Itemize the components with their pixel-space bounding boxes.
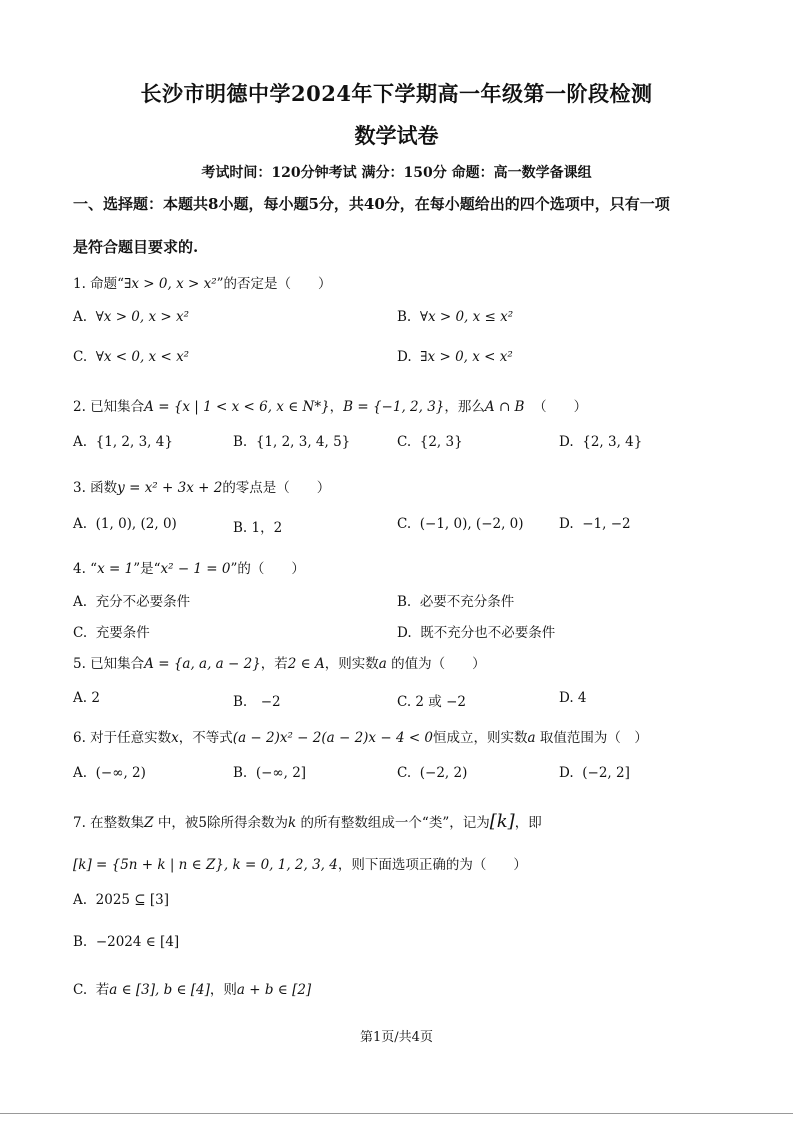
- q4-option-b[interactable]: [397, 590, 514, 610]
- q5-math-a: A = {a, a, a − 2}: [144, 656, 261, 672]
- q7-mid1: 中，被5除所得余数为: [157, 815, 288, 831]
- q7-mid2: 的所有整数组成一个“类”，记为: [300, 815, 490, 831]
- q2-option-c-text: {2, 3}: [419, 434, 463, 450]
- q3-option-c-text: (−1, 0), (−2, 0): [419, 516, 524, 532]
- q3-option-a-label: A.: [73, 516, 88, 532]
- q7-option-b[interactable]: [73, 934, 179, 950]
- page-subtitle: 数学试卷: [354, 123, 439, 148]
- q3-option-d[interactable]: [559, 516, 631, 532]
- q1-suffix: ”的否定是（ ）: [216, 276, 332, 292]
- q7-option-a-label: A.: [73, 892, 88, 908]
- q4-option-b-label: B.: [397, 594, 412, 610]
- q2-suffix: （ ）: [533, 399, 588, 415]
- q5-option-b[interactable]: B. −2: [233, 694, 281, 710]
- q7-option-a[interactable]: [73, 892, 169, 908]
- q2-option-a[interactable]: [73, 434, 173, 450]
- q6-suffix: 取值范围为（ ）: [539, 730, 648, 746]
- q6-option-c[interactable]: [397, 765, 467, 781]
- q4-option-c-label: C.: [73, 625, 88, 641]
- question-2-stem: [73, 395, 587, 415]
- q5-mid1: ，若: [260, 656, 288, 672]
- q6-option-d-label: D.: [559, 765, 574, 781]
- q2-option-a-text: {1, 2, 3, 4}: [95, 434, 173, 450]
- q5-option-c[interactable]: C. 2 或 −2: [397, 694, 467, 710]
- q4-mid: ”是“: [133, 561, 161, 577]
- q7-option-c-math2: a + b ∈ [2]: [236, 982, 312, 998]
- q2-option-a-label: A.: [73, 434, 88, 450]
- q3-math: y = x² + 3x + 2: [117, 480, 223, 496]
- q7-math-class: [k]: [489, 811, 515, 832]
- q6-option-b-label: B.: [233, 765, 248, 781]
- q4-option-a-text: 充分不必要条件: [95, 594, 191, 610]
- q4-math-a: x = 1: [97, 561, 134, 577]
- q7-option-c-mid: ，则: [209, 982, 237, 998]
- q3-option-a-text: (1, 0), (2, 0): [95, 516, 177, 532]
- question-4-stem: [73, 557, 305, 577]
- q3-option-c-label: C.: [397, 516, 412, 532]
- section-heading-line2: 是符合题目要求的.: [73, 238, 199, 256]
- q7-prefix: 7. 在整数集: [73, 815, 145, 831]
- q1-option-c-text: ∀x < 0, x < x²: [95, 349, 190, 365]
- question-7-stem: [73, 811, 542, 832]
- q1-option-b-text: ∀x > 0, x ≤ x²: [419, 309, 514, 325]
- q4-option-d-text: 既不充分也不必要条件: [420, 625, 556, 641]
- q1-option-a-label: A.: [73, 309, 88, 325]
- section-heading-line1: 一、选择题：本题共8小题，每小题5分，共40分，在每小题给出的四个选项中，只有一项: [73, 195, 670, 213]
- q6-prefix: 6. 对于任意实数: [73, 730, 172, 746]
- q6-option-c-text: (−2, 2): [419, 765, 468, 781]
- q7-option-c[interactable]: [73, 978, 311, 998]
- q4-option-c[interactable]: [73, 621, 150, 641]
- q6-option-d-text: (−2, 2]: [582, 765, 630, 781]
- q3-suffix: 的零点是（ ）: [222, 480, 331, 496]
- q3-option-b-label: B.: [233, 520, 248, 536]
- q6-option-d[interactable]: [559, 765, 630, 781]
- q6-option-b[interactable]: [233, 765, 306, 781]
- q1-option-a[interactable]: [73, 309, 189, 325]
- exam-info: 考试时间：120分钟考试 满分：150分 命题：高一数学备课组: [201, 165, 592, 181]
- q5-suffix: 的值为（ ）: [391, 656, 486, 672]
- q4-math-b: x² − 1 = 0: [160, 561, 231, 577]
- question-3-stem: [73, 476, 330, 496]
- q2-option-c[interactable]: [397, 434, 463, 450]
- q2-option-b-text: {1, 2, 3, 4, 5}: [255, 434, 351, 450]
- q2-option-d-text: {2, 3, 4}: [582, 434, 643, 450]
- q2-option-d[interactable]: [559, 434, 642, 450]
- q7-suffix: ，即: [514, 815, 542, 831]
- q1-option-d[interactable]: [397, 349, 513, 365]
- q3-prefix: 3. 函数: [73, 480, 118, 496]
- q4-option-b-text: 必要不充分条件: [419, 594, 515, 610]
- q4-suffix: ”的（ ）: [230, 561, 305, 577]
- page-number: 第1页/共4页: [360, 1030, 433, 1045]
- q5-math-c: a: [378, 656, 387, 672]
- q7-option-b-label: B.: [73, 934, 88, 950]
- q7-option-c-label: C.: [73, 982, 88, 998]
- q2-option-d-label: D.: [559, 434, 574, 450]
- q2-prefix: 2. 已知集合: [73, 399, 145, 415]
- q5-option-d[interactable]: D. 4: [559, 690, 587, 706]
- q2-sep: ，: [329, 399, 344, 415]
- question-7-definition: [73, 853, 527, 873]
- q7-math-z: Z: [144, 815, 154, 831]
- q2-mid: ，那么: [444, 399, 485, 415]
- q6-math-x: x: [171, 730, 179, 746]
- q5-option-a[interactable]: A. 2: [73, 690, 100, 706]
- q3-option-b-text: 1，2: [251, 520, 283, 536]
- q6-mid2: 恒成立，则实数: [433, 730, 528, 746]
- q7-definition-suffix: ，则下面选项正确的为（ ）: [337, 857, 527, 873]
- q7-option-c-prefix: 若: [95, 982, 110, 998]
- q6-mid1: ，不等式: [178, 730, 233, 746]
- q3-option-c[interactable]: [397, 516, 524, 532]
- question-5-stem: [73, 652, 486, 672]
- q6-option-c-label: C.: [397, 765, 412, 781]
- q2-option-c-label: C.: [397, 434, 412, 450]
- q1-option-d-text: ∃x > 0, x < x²: [420, 349, 513, 365]
- q3-option-b[interactable]: [233, 516, 282, 536]
- q2-math-a: A = {x | 1 < x < 6, x ∈ N*}: [144, 399, 330, 415]
- q6-option-a-label: A.: [73, 765, 88, 781]
- q3-option-d-text: −1, −2: [582, 516, 631, 532]
- q1-option-a-text: ∀x > 0, x > x²: [95, 309, 190, 325]
- q2-math-b: B = {−1, 2, 3}: [343, 399, 445, 415]
- q6-option-a-text: (−∞, 2): [95, 765, 146, 781]
- q1-prefix: 1. 命题“: [73, 276, 125, 292]
- q7-option-c-math1: a ∈ [3], b ∈ [4]: [109, 982, 210, 998]
- q5-math-b: 2 ∈ A: [287, 656, 325, 672]
- q4-option-a[interactable]: [73, 590, 190, 610]
- q3-option-a[interactable]: [73, 516, 177, 532]
- bottom-divider: [0, 1113, 793, 1114]
- q3-option-d-label: D.: [559, 516, 574, 532]
- q2-math-ab: A ∩ B: [484, 399, 525, 415]
- q7-math-k: k: [287, 815, 297, 831]
- q7-option-a-text: 2025 ⊆ [3]: [95, 892, 170, 908]
- q4-option-a-label: A.: [73, 594, 88, 610]
- q5-mid2: ，则实数: [324, 656, 379, 672]
- q4-option-c-text: 充要条件: [95, 625, 150, 641]
- q6-math-a: a: [527, 730, 536, 746]
- q1-math: ∃x > 0, x > x²: [124, 276, 217, 292]
- q1-option-d-label: D.: [397, 349, 412, 365]
- q7-definition-math: [k] = {5n + k | n ∈ Z}, k = 0, 1, 2, 3, 4: [73, 857, 338, 873]
- q4-prefix: 4. “: [73, 561, 98, 577]
- q2-option-b[interactable]: [233, 434, 350, 450]
- q1-option-b[interactable]: [397, 309, 513, 325]
- q1-option-b-label: B.: [397, 309, 412, 325]
- q6-option-a[interactable]: [73, 765, 146, 781]
- q7-option-b-text: −2024 ∈ [4]: [95, 934, 180, 950]
- q5-prefix: 5. 已知集合: [73, 656, 145, 672]
- q6-option-b-text: (−∞, 2]: [255, 765, 307, 781]
- q2-option-b-label: B.: [233, 434, 248, 450]
- question-6-stem: [73, 726, 648, 746]
- q4-option-d[interactable]: [397, 621, 555, 641]
- q4-option-d-label: D.: [397, 625, 412, 641]
- q1-option-c-label: C.: [73, 349, 88, 365]
- question-1-stem: [73, 272, 332, 292]
- q6-math-inequality: (a − 2)x² − 2(a − 2)x − 4 < 0: [232, 730, 434, 746]
- q1-option-c[interactable]: [73, 349, 189, 365]
- page-title: 长沙市明德中学2024年下学期高一年级第一阶段检测: [140, 81, 653, 106]
